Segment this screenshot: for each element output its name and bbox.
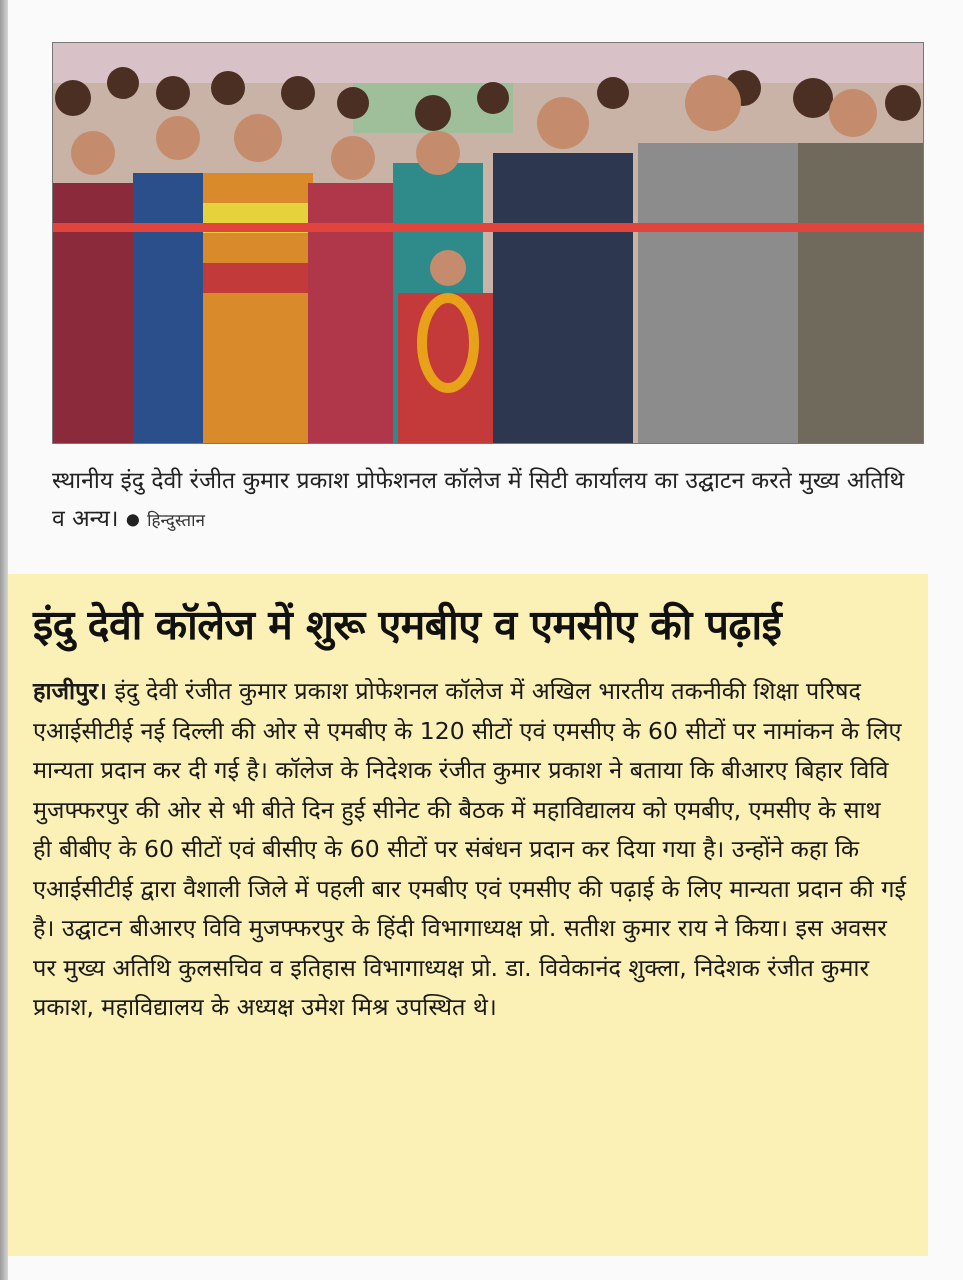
article-body-text: इंदु देवी रंजीत कुमार प्रकाश प्रोफेशनल कॉलेज में अखिल भारतीय तकनीकी शिक्षा परिषद एआईसीटीई नई दिल्ली की ओर से एमबीए के 120 सीटों एवं एमसीए के 60 सीटों पर नामांकन के लिए मान्यता प्रदान कर दी गई है। कॉलेज के निदेशक रंजीत कुमार प्रकाश ने बताया कि बीआरए बिहार विवि मुजफ्फरपुर की ओर से भी बीते दिन हुई सीनेट की बैठक में महाविद्यालय को एमबीए, एमसीए के साथ ही बीबीए के 60 सीटों एवं बीसीए के 60 सीटों पर संबंधन प्रदान कर दिया गया है। उन्होंने कहा कि एआईसीटीई द्वारा वैशाली जिले में पहली बार एमबीए एवं एमसीए की पढ़ाई के लिए मान्यता प्रदान की गई है। उद्घाटन बीआरए विवि मुजफ्फरपुर के हिंदी विभागाध्यक्ष प्रो. सतीश कुमार राय ने किया। इस अवसर पर मुख्य अतिथि कुलसचिव व इतिहास विभागाध्यक्ष प्रो. डा. विवेकानंद शुक्ला, निदेशक रंजीत कुमार प्रकाश, महाविद्यालय के अध्यक्ष उमेश मिश्र उपस्थित थे।	[33, 677, 906, 1021]
article-headline: इंदु देवी कॉलेज में शुरू एमबीए व एमसीए की पढ़ाई	[33, 601, 782, 649]
news-article	[8, 574, 928, 1256]
page-fold-edge	[0, 0, 8, 1280]
article-dateline: हाजीपुर।	[33, 677, 107, 705]
caption-text: स्थानीय इंदु देवी रंजीत कुमार प्रकाश प्रोफेशनल कॉलेज में सिटी कार्यालय का उद्घाटन करते मुख्य अतिथि व अन्य।	[52, 468, 905, 532]
news-photo	[52, 42, 924, 444]
photo-credit: हिन्दुस्तान	[147, 511, 205, 531]
article-body	[33, 672, 906, 1028]
photo-caption	[52, 462, 922, 540]
bullet-icon: ●	[125, 509, 140, 529]
